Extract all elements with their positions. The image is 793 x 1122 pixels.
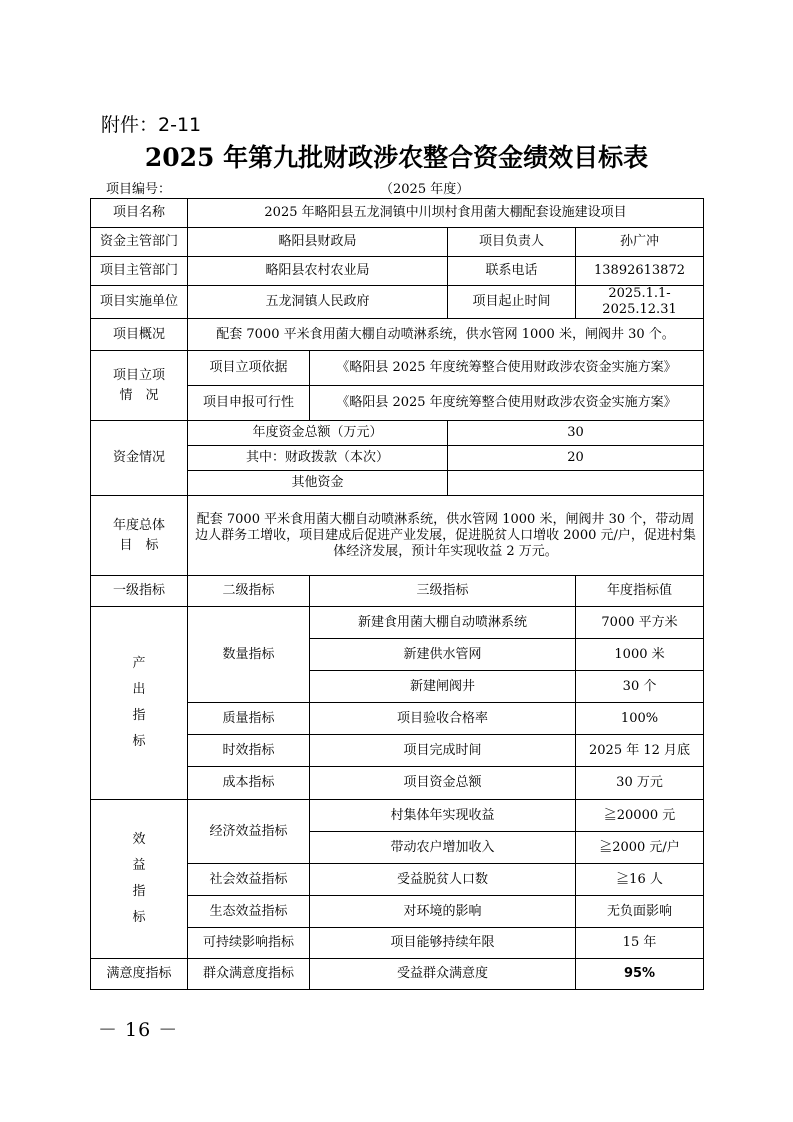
table-row [91,351,704,386]
sustainable-indicator-label: 可持续影响指标 [188,928,310,959]
timeliness-l3: 项目完成时间 [310,735,576,767]
table-row [91,257,704,286]
basis-label: 项目立项依据 [188,351,310,386]
goal-value: 配套 7000 平米食用菌大棚自动喷淋系统，供水管网 1000 米，闸阀井 30 个，带动周边人群务工增收，项目建成后促进产业发展，促进脱贫人口增收 2000 元/户，促进村集体经济发展，预计年实现收益 2 万元。 [188,496,704,576]
header-level2: 二级指标 [188,576,310,607]
quality-value: 100% [576,703,704,735]
satisfaction-value: 95% [576,959,704,990]
establish-label: 项目立项 情 况 [91,351,188,421]
social-indicator-label: 社会效益指标 [188,864,310,896]
table-row [91,228,704,257]
performance-target-table [90,198,704,990]
funding-dept-label: 资金主管部门 [91,228,188,257]
header-level1: 一级指标 [91,576,188,607]
table-row [91,607,704,639]
cost-indicator-label: 成本指标 [188,767,310,800]
header-value: 年度指标值 [576,576,704,607]
impl-unit-value: 五龙洞镇人民政府 [188,286,448,319]
fund-total-value: 30 [448,421,704,446]
table-header-row [91,576,704,607]
quantity-l3: 新建闸阀井 [310,671,576,703]
cost-value: 30 万元 [576,767,704,800]
fund-fiscal-value: 20 [448,446,704,471]
table-row [91,421,704,446]
fund-total-label: 年度资金总额（万元） [188,421,448,446]
table-row [91,959,704,990]
ecological-l3: 对环境的影响 [310,896,576,928]
ecological-value: 无负面影响 [576,896,704,928]
basis-value: 《略阳县 2025 年度统筹整合使用财政涉农资金实施方案》 [310,351,704,386]
economic-value: ≧2000 元/户 [576,832,704,864]
overview-value: 配套 7000 平米食用菌大棚自动喷淋系统，供水管网 1000 米，闸阀井 30 个。 [188,319,704,351]
phone-value: 13892613872 [576,257,704,286]
page-title: 2025 年第九批财政涉农整合资金绩效目标表 [144,143,649,172]
page-number: － 16 － [98,1019,179,1041]
project-number-label: 项目编号： [106,182,172,197]
impl-unit-label: 项目实施单位 [91,286,188,319]
social-value: ≧16 人 [576,864,704,896]
table-row [91,496,704,576]
header-level3: 三级指标 [310,576,576,607]
goal-label: 年度总体 目 标 [91,496,188,576]
project-dept-label: 项目主管部门 [91,257,188,286]
funding-dept-value: 略阳县财政局 [188,228,448,257]
project-name-label: 项目名称 [91,199,188,228]
timeliness-value: 2025 年 12 月底 [576,735,704,767]
timeliness-indicator-label: 时效指标 [188,735,310,767]
social-l3: 受益脱贫人口数 [310,864,576,896]
satisfaction-l3: 受益群众满意度 [310,959,576,990]
feasibility-value: 《略阳县 2025 年度统筹整合使用财政涉农资金实施方案》 [310,386,704,421]
feasibility-label: 项目申报可行性 [188,386,310,421]
project-dept-value: 略阳县农村农业局 [188,257,448,286]
public-satisfaction-label: 群众满意度指标 [188,959,310,990]
fund-other-label: 其他资金 [188,471,448,496]
economic-l3: 村集体年实现收益 [310,800,576,832]
leader-value: 孙广冲 [576,228,704,257]
benefit-indicator-label: 效 益 指 标 [91,800,188,959]
fund-fiscal-label: 其中：财政拨款（本次） [188,446,448,471]
quantity-value: 30 个 [576,671,704,703]
ecological-indicator-label: 生态效益指标 [188,896,310,928]
sustainable-l3: 项目能够持续年限 [310,928,576,959]
output-indicator-label: 产 出 指 标 [91,607,188,800]
overview-label: 项目概况 [91,319,188,351]
table-row [91,199,704,228]
phone-label: 联系电话 [448,257,576,286]
quality-l3: 项目验收合格率 [310,703,576,735]
fund-other-value [448,471,704,496]
fund-label: 资金情况 [91,421,188,496]
table-row [91,800,704,832]
period-label: 项目起止时间 [448,286,576,319]
quantity-value: 1000 米 [576,639,704,671]
satisfaction-indicator-label: 满意度指标 [91,959,188,990]
quantity-l3: 新建供水管网 [310,639,576,671]
table-row [91,286,704,319]
cost-l3: 项目资金总额 [310,767,576,800]
period-value: 2025.1.1-2025.12.31 [576,286,704,319]
table-row [91,319,704,351]
economic-value: ≧20000 元 [576,800,704,832]
economic-indicator-label: 经济效益指标 [188,800,310,864]
quantity-l3: 新建食用菌大棚自动喷淋系统 [310,607,576,639]
quantity-value: 7000 平方米 [576,607,704,639]
project-name-value: 2025 年略阳县五龙洞镇中川坝村食用菌大棚配套设施建设项目 [188,199,704,228]
quantity-indicator-label: 数量指标 [188,607,310,703]
attachment-label: 附件：2-11 [101,114,202,136]
economic-l3: 带动农户增加收入 [310,832,576,864]
quality-indicator-label: 质量指标 [188,703,310,735]
leader-label: 项目负责人 [448,228,576,257]
sustainable-value: 15 年 [576,928,704,959]
year-label: （2025 年度） [380,182,470,197]
